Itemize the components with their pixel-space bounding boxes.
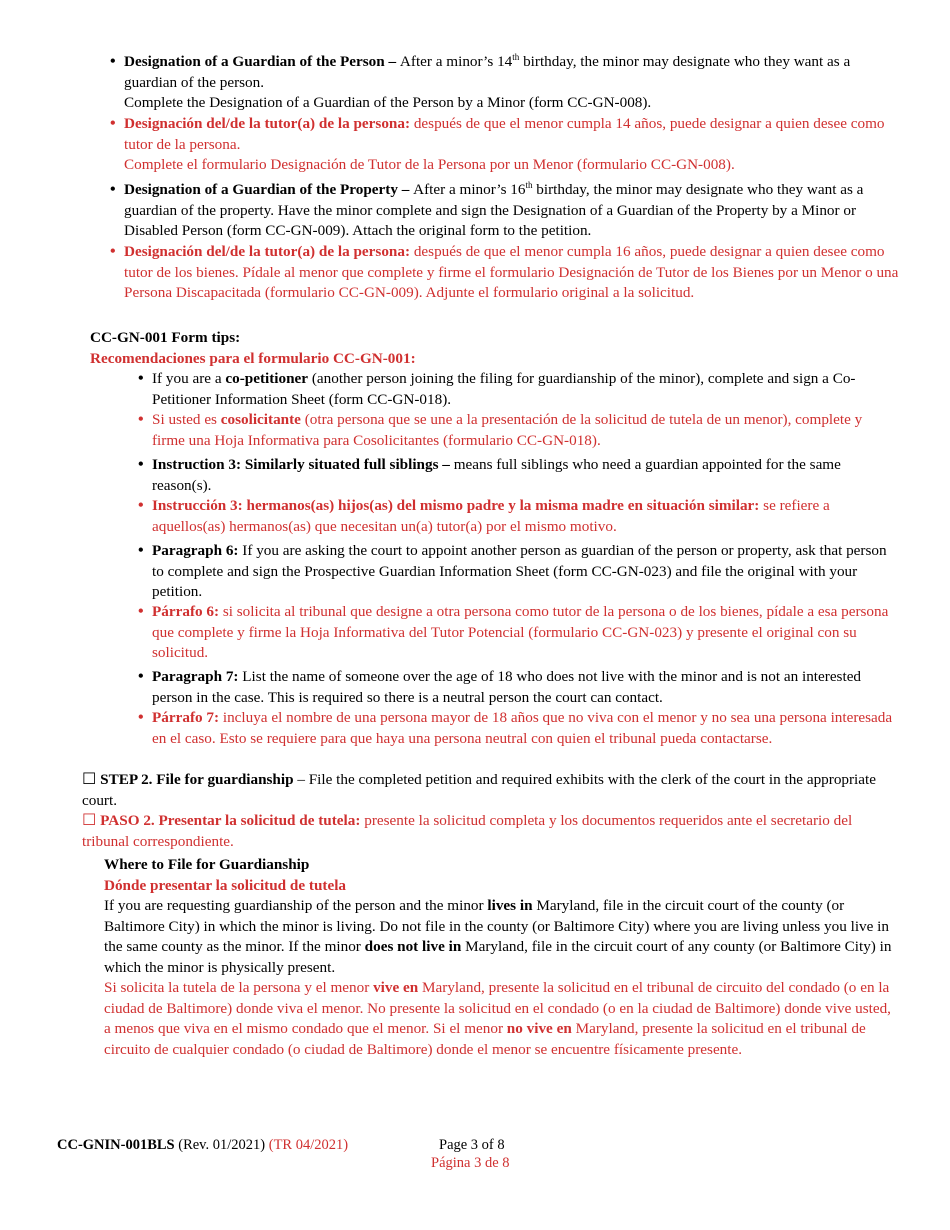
tip-instruction3-es: • Instrucción 3: hermanos(as) hijos(as) del mismo padre y la misma madre en situación similar: se refiere a aquellos(as) hermanos(as) que necesitan un(a) tutor(a) por el mismo motivo. — [152, 496, 894, 537]
where-heading-es: Dónde presentar la solicitud de tutela — [104, 877, 347, 894]
tips-heading-es: Recomendaciones para el formulario CC-GN-001: — [90, 350, 416, 367]
bullet-title: Designación del/de la tutor(a) de la persona: — [124, 243, 411, 260]
where-body-en: If you are requesting guardianship of the person and the minor lives in Maryland, file in the circuit court of the county (or Baltimore City) in which the minor is living. Do not file in the county (or Baltimore City) where you are living unless you live in the same county as the minor. If the minor does not live in Maryland, file in the circuit court of any county (or Baltimore City) in which the minor is physically present. — [104, 897, 892, 976]
bullet-note: Complete the Designation of a Guardian of the Person by a Minor (form CC-GN-008). — [124, 94, 652, 111]
footer-page-en: Page 3 of 8 — [439, 1137, 505, 1153]
tips-heading-en: CC-GN-001 Form tips: — [90, 329, 241, 346]
tip-paragraph7-es: • Párrafo 7: incluya el nombre de una persona mayor de 18 años que no viva con el menor y no sea una persona interesada en el caso. Esto se requiere para que haya una persona neutral con quien el tribunal pueda contactarse. — [152, 708, 894, 749]
bullet-title: Designación del/de la tutor(a) de la persona: — [124, 115, 411, 132]
step2-checkbox[interactable]: ☐ — [82, 769, 97, 788]
paso2-checkbox[interactable]: ☐ — [82, 810, 97, 829]
footer-form-id: CC-GNIN-001BLS (Rev. 01/2021) (TR 04/2021) — [57, 1137, 349, 1153]
bullet-guardian-person-en: • Designation of a Guardian of the Person – After a minor’s 14th birthday, the minor may designate who they want as a guardian of the person. Complete the Designation of a Guardian of the Person by a Minor (form CC-GN-008). — [124, 52, 894, 114]
bullet-title: Designation of a Guardian of the Person — [124, 53, 385, 70]
tip-copetitioner-es: • Si usted es cosolicitante (otra persona que se une a la presentación de la solicitud de tutela de un menor), complete y firme una Hoja Informativa para Cosolicitantes (formulario CC-GN-018). — [152, 410, 894, 451]
tip-paragraph7-en: • Paragraph 7: List the name of someone over the age of 18 who does not live with the minor and is not an interested person in the case. This is required so there is a neutral person the court can contact. — [152, 667, 894, 708]
bullet-title: Designation of a Guardian of the Property — [124, 181, 398, 198]
footer-page-es: Página 3 de 8 — [431, 1155, 510, 1171]
step2-en: ☐ STEP 2. File for guardianship – File the completed petition and required exhibits with the clerk of the court in the appropriate court. — [82, 769, 876, 809]
bullet-guardian-person-es: • Designación del/de la tutor(a) de la persona: después de que el menor cumpla 14 años, puede designar a quien desee como tutor de la persona. Complete el formulario Designación de Tutor de la Persona por un Menor (formulario CC-GN-008). — [124, 114, 894, 176]
tip-instruction3-en: • Instruction 3: Similarly situated full siblings – means full siblings who need a guardian appointed for the same reason(s). — [152, 455, 894, 496]
bullet-guardian-property-es: • Designación del/de la tutor(a) de la persona: después de que el menor cumpla 16 años, puede designar a quien desee como tutor de los bienes. Pídale al menor que complete y firme el formulario Designación de Tutor de los Bienes por un Menor o una Persona Discapacitada (formulario CC-GN-009). Adjunte el formulario original a la solicitud. — [124, 242, 899, 304]
tip-paragraph6-en: • Paragraph 6: If you are asking the court to appoint another person as guardian of the person or property, ask that person to complete and sign the Prospective Guardian Information Sheet (form CC-GN-023) and file the original with your petition. — [152, 541, 894, 603]
bullet-guardian-property-en: • Designation of a Guardian of the Property – After a minor’s 16th birthday, the minor may designate who they want as a guardian of the property. Have the minor complete and sign the Designation of a Guardian of the Property by a Minor or Disabled Person (form CC-GN-009). Attach the original form to the petition. — [124, 180, 894, 242]
where-heading-en: Where to File for Guardianship — [104, 856, 310, 873]
step2-es: ☐ PASO 2. Presentar la solicitud de tutela: presente la solicitud completa y los documentos requeridos ante el secretario del tribunal correspondiente. — [82, 810, 853, 850]
where-body-es: Si solicita la tutela de la persona y el menor vive en Maryland, presente la solicitud en el tribunal de circuito del condado (o en la ciudad de Baltimore) donde viva el menor. No presente la solicitud en el condado (o en la ciudad de Baltimore) donde vive usted, a menos que viva en el mismo condado que el menor. Si el menor no vive en Maryland, presente la solicitud en el tribunal de circuito de cualquier condado (o ciudad de Baltimore) donde el menor se encuentre físicamente presente. — [104, 979, 891, 1058]
tip-paragraph6-es: • Párrafo 6: si solicita al tribunal que designe a otra persona como tutor de la persona o de los bienes, pídale a esa persona que complete y firme la Hoja Informativa del Tutor Potencial (formulario CC-GN-023) y presente el original con su solicitud. — [152, 602, 894, 664]
tip-copetitioner-en: • If you are a co-petitioner (another person joining the filing for guardianship of the minor), complete and sign a Co-Petitioner Information Sheet (form CC-GN-018). — [152, 369, 894, 410]
bullet-note: Complete el formulario Designación de Tutor de la Persona por un Menor (formulario CC-GN-008). — [124, 156, 735, 173]
